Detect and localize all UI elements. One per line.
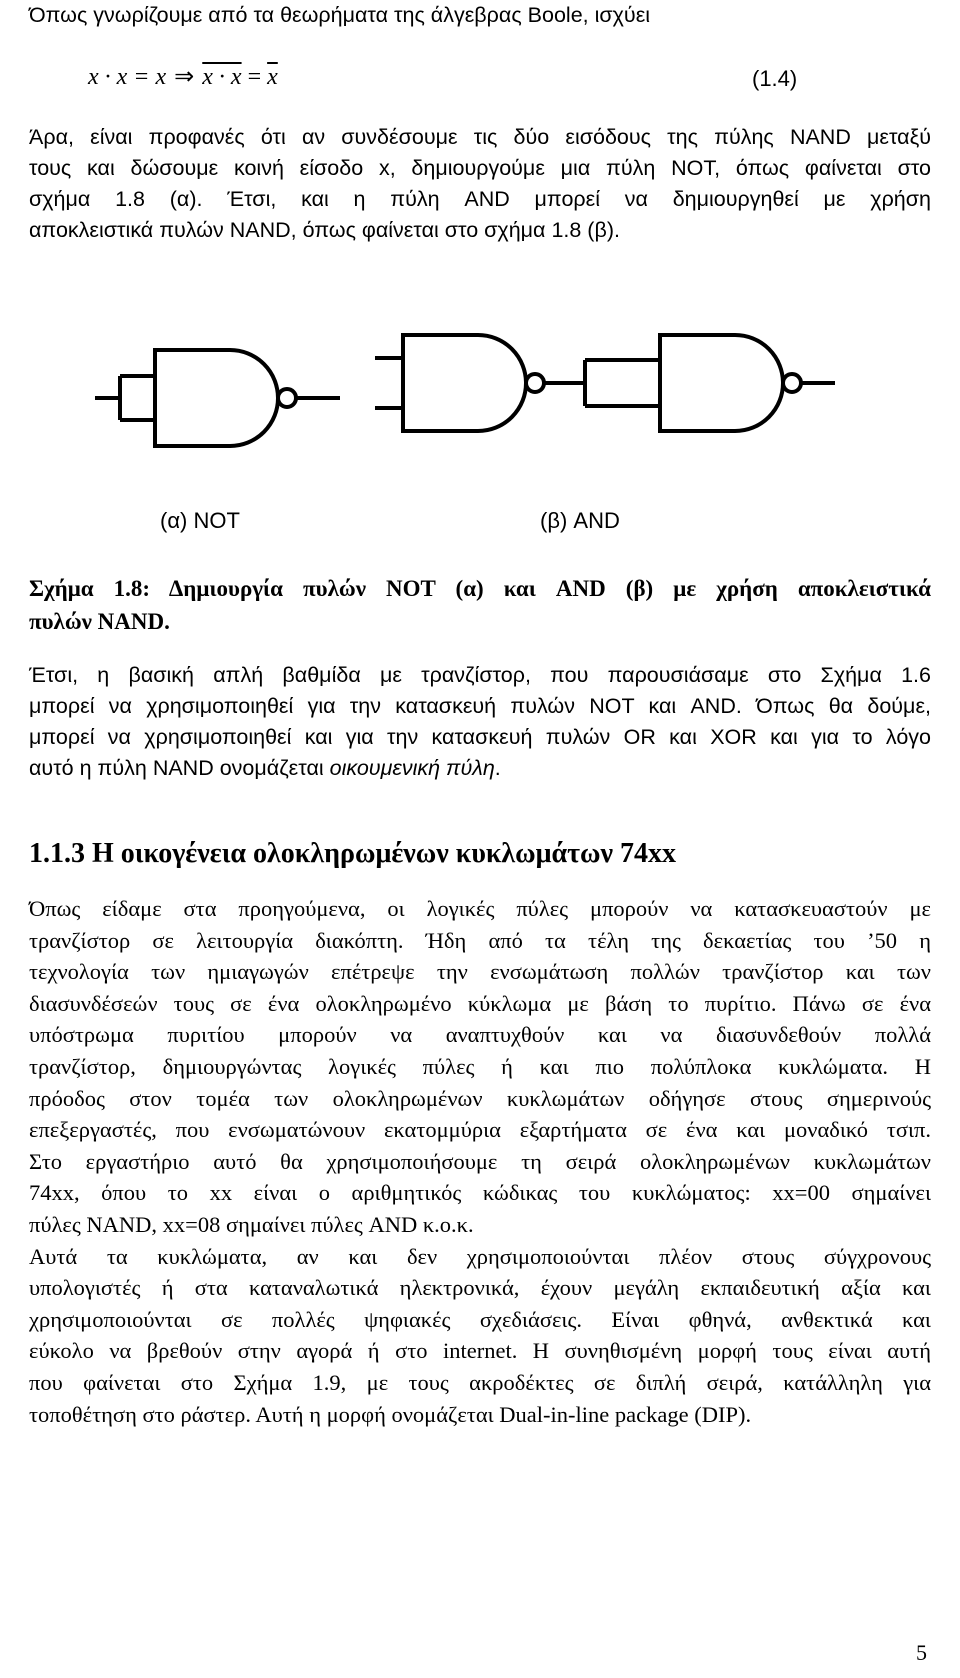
equation-lhs: x · x = x (88, 64, 167, 90)
body-line: Αυτά τα κυκλώματα, αν και δεν χρησιμοποιούνται πλέον στους σύγχρονους (29, 1243, 931, 1269)
body-line: τρανζίστορ σε λειτουργία διακόπτη. Ήδη από τα τέλη της δεκαετίας του ’50 η (29, 927, 931, 953)
paragraph-nand-not (29, 122, 931, 246)
body-line: Στο εργαστήριο αυτό θα χρησιμοποιήσουμε τη σειρά ολοκληρωμένων κυκλωμάτων (29, 1148, 931, 1174)
caption-line: Σχήμα 1.8: Δημιουργία πυλών NOT (α) και AND (β) με χρήση αποκλειστικά (29, 576, 931, 601)
section-heading: 1.1.3 Η οικογένεια ολοκληρωμένων κυκλωμάτων 74xx (29, 838, 676, 869)
body-line: χρησιμοποιούνται σε πολλές ψηφιακές σχεδιάσεις. Είναι φθηνά, ανθεκτικά και (29, 1306, 931, 1332)
body-line: πύλες NAND, xx=08 σημαίνει πύλες AND κ.ο.κ. (29, 1211, 474, 1237)
intro-line (29, 0, 931, 31)
body-line: τοποθέτηση στο ράστερ. Αυτή η μορφή ονομάζεται Dual-in-line package (DIP). (29, 1401, 752, 1427)
body-line: που φαίνεται στο Σχήμα 1.9, με τους ακροδέκτες σε διπλή σειρά, κατάλληλη για (29, 1369, 931, 1395)
figure-label-and: (β) AND (540, 508, 620, 533)
line-prefix: αυτό η πύλη NAND ονομάζεται (29, 756, 330, 780)
paragraph-line: μπορεί να χρησιμοποιηθεί για την κατασκευή πυλών NOT και AND. Όπως θα δούμε, (29, 694, 931, 718)
figure-1-8-gates (80, 330, 840, 470)
paragraph-line: Έτσι, η βασική απλή βαθμίδα με τρανζίστορ, που παρουσιάσαμε στο Σχήμα 1.6 (29, 663, 931, 687)
equation-1-4 (88, 62, 788, 102)
intro-text: Όπως γνωρίζουμε από τα θεωρήματα της άλγεβρας Boole, ισχύει (29, 3, 651, 27)
paragraph-line: τους και δώσουμε κοινή είσοδο x, δημιουργούμε μια πύλη NOT, όπως φαίνεται στο (29, 156, 931, 180)
nand-gate-second (585, 335, 835, 431)
equation-number: (1.4) (752, 66, 798, 91)
caption-line: πυλών NAND. (29, 609, 170, 634)
body-line: τεχνολογία των ημιαγωγών επέτρεψε την ενσωμάτωση πολλών τρανζίστορ και των (29, 959, 931, 985)
body-line: διασυνδέσεών τους σε ένα ολοκληρωμένο κύκλωμα με βάση το πυρίτιο. Πάνω σε ένα (29, 990, 931, 1016)
body-line: υπόστρωμα πυριτίου μπορούν να αναπτυχθούν και να διασυνδεθούν πολλά (29, 1022, 931, 1048)
paragraph-universal-gate (29, 660, 931, 784)
emphasized-term: οικουμενική πύλη (329, 756, 495, 780)
line-suffix: . (494, 756, 501, 780)
body-line: τρανζίστορ, δημιουργώντας λογικές πύλες ή και πιο πολύπλοκα κυκλώματα. Η (29, 1053, 931, 1079)
implies-symbol: ⇒ (174, 64, 195, 90)
equation-rhs-equals: = (247, 64, 262, 90)
paragraph-line: Άρα, είναι προφανές ότι αν συνδέσουμε τις δύο εισόδους της πύλης NAND μεταξύ (29, 125, 931, 149)
body-line: εύκολο να βρεθούν στην αγορά ή στο internet. Η συνηθισμένη μορφή τους είναι αυτή (29, 1338, 931, 1364)
paragraph-line: μπορεί να χρησιμοποιηθεί και για την κατασκευή πυλών OR και XOR και για το λόγο (29, 725, 931, 749)
body-line: πρόοδος στον τομέα των ολοκληρωμένων κυκλωμάτων οδήγησε στους σημερινούς (29, 1085, 931, 1111)
paragraph-line: σχήμα 1.8 (α). Έτσι, και η πύλη AND μπορεί να δημιουργηθεί με χρήση (29, 187, 931, 211)
body-line: επεξεργαστές, που ενσωματώνουν εκατομμύρια εξαρτήματα σε ένα και μοναδικό τσιπ. (29, 1117, 931, 1143)
page-number: 5 (916, 1640, 927, 1665)
paragraph-line (29, 753, 931, 784)
body-line: 74xx, όπου το xx είναι ο αριθμητικός κώδικας του κυκλώματος: xx=00 σημαίνει (29, 1180, 931, 1206)
body-line: υπολογιστές ή στα καταναλωτικά ηλεκτρονικά, έχουν μεγάλη εκπαιδευτική αξία και (29, 1275, 931, 1301)
figure-caption (29, 572, 931, 638)
figure-label-not: (α) NOT (160, 508, 240, 533)
nand-gate-not (95, 350, 340, 446)
body-line: Όπως είδαμε στα προηγούμενα, οι λογικές πύλες μπορούν να κατασκευαστούν με (29, 896, 931, 921)
nand-gate-first (375, 335, 585, 431)
paragraph-line: αποκλειστικά πυλών NAND, όπως φαίνεται στο σχήμα 1.8 (β). (29, 218, 620, 242)
equation-rhs-result: $\overline{x}$ (267, 64, 278, 90)
equation-rhs-negated: x · x (202, 64, 242, 90)
section-body (29, 893, 931, 1430)
